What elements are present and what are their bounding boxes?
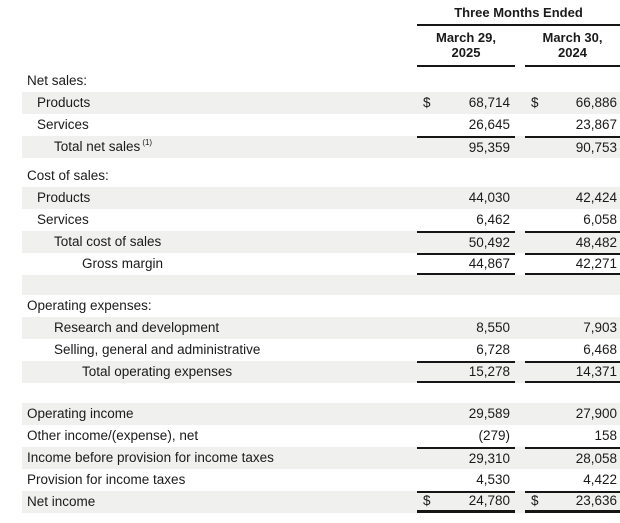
value-cell-2025: $ 68,714 xyxy=(417,92,515,114)
value-cell-2024: 6,468 xyxy=(583,341,617,357)
value-cell-2024: 48,482 xyxy=(525,231,620,253)
value-cell-2025 xyxy=(417,70,515,92)
value-cell-2024: $ 23,636 xyxy=(525,491,620,513)
column-header-2024: March 30, 2024 xyxy=(525,27,620,67)
table-row-research-development xyxy=(22,317,620,339)
table-row-provision-income-taxes xyxy=(22,469,620,491)
row-label: Total net sales xyxy=(54,138,141,154)
value-cell-2024 xyxy=(525,70,620,92)
value-cell-2025: 26,645 xyxy=(468,116,510,132)
value-cell-2025: 29,310 xyxy=(417,447,515,469)
table-row-operating-expenses-header xyxy=(22,295,620,317)
dollar-sign: $ xyxy=(531,94,539,110)
value-cell-2025: 4,530 xyxy=(476,471,510,487)
value-cell-2025: 8,550 xyxy=(476,319,510,335)
value-cell-2025: 95,359 xyxy=(417,136,515,158)
value-cell-2024: 14,371 xyxy=(525,361,620,383)
value-cell-2025: $ 24,780 xyxy=(417,491,515,513)
table-row-selling-general-admin xyxy=(22,339,620,361)
value-cell-2025: 15,278 xyxy=(417,361,515,383)
row-label: Total cost of sales xyxy=(54,233,162,249)
row-label: Gross margin xyxy=(82,255,164,271)
value-cell-2024: 42,271 xyxy=(525,253,620,275)
row-label: Services xyxy=(37,211,89,227)
row-label: Income before provision for income taxes xyxy=(27,449,274,465)
row-label: Cost of sales: xyxy=(27,167,109,183)
table-row-other-income-expense xyxy=(22,425,620,447)
row-label: Operating expenses: xyxy=(27,297,152,313)
table-row-cost-of-sales-header xyxy=(22,165,620,187)
period-group-header: Three Months Ended xyxy=(417,5,620,26)
footnote-ref: (1) xyxy=(142,138,153,148)
spacer-row xyxy=(22,383,620,403)
value-cell-2024: 158 xyxy=(594,427,617,443)
row-label: Other income/(expense), net xyxy=(27,427,199,443)
row-label: Net income xyxy=(27,493,96,509)
table-row-net-income xyxy=(22,491,620,513)
table-row-services-cost xyxy=(22,209,620,231)
value-cell-2024: 6,058 xyxy=(583,211,617,227)
value-cell-2025: 50,492 xyxy=(417,231,515,253)
value-cell-2024: $ 66,886 xyxy=(525,92,620,114)
row-label: Selling, general and administrative xyxy=(54,341,261,357)
value-cell-2024: 42,424 xyxy=(575,189,617,205)
dollar-sign: $ xyxy=(423,94,431,110)
table-row-income-before-taxes xyxy=(22,447,620,469)
row-label: Products xyxy=(37,94,91,110)
row-label: Operating income xyxy=(27,405,134,421)
value-cell-2024: 23,867 xyxy=(575,116,617,132)
row-label: Products xyxy=(37,189,91,205)
value-cell-2025: 6,728 xyxy=(476,341,510,357)
value-cell-2025: 29,589 xyxy=(468,405,510,421)
dollar-sign: $ xyxy=(423,493,431,509)
statement-table xyxy=(0,70,620,513)
dollar-sign: $ xyxy=(531,493,539,509)
table-row-net-sales-header xyxy=(22,70,620,92)
value-cell-2024: 90,753 xyxy=(525,136,620,158)
table-row-products-cost xyxy=(22,187,620,209)
table-row-total-net-sales xyxy=(22,136,620,158)
value-cell-2025: 44,867 xyxy=(417,253,515,275)
date-column-headers xyxy=(417,27,620,67)
value-cell-2024: 28,058 xyxy=(525,447,620,469)
column-header-2025: March 29, 2025 xyxy=(417,27,515,67)
value-cell-2025: 6,462 xyxy=(476,211,510,227)
table-row-gross-margin xyxy=(22,253,620,275)
row-label: Total operating expenses xyxy=(82,363,233,379)
value-cell-2024: 27,900 xyxy=(575,405,617,421)
spacer-row xyxy=(22,275,620,295)
row-label: Research and development xyxy=(54,319,220,335)
table-row-total-cost-of-sales xyxy=(22,231,620,253)
value-cell-2025: 44,030 xyxy=(468,189,510,205)
value-cell-2024: 4,422 xyxy=(583,471,617,487)
table-row-services-sales xyxy=(22,114,620,136)
row-label: Provision for income taxes xyxy=(27,471,186,487)
value-cell-2024: 7,903 xyxy=(583,319,617,335)
table-row-total-operating-expenses xyxy=(22,361,620,383)
row-label: Services xyxy=(37,116,89,132)
table-row-products-sales xyxy=(22,92,620,114)
table-row-operating-income xyxy=(22,403,620,425)
row-label: Net sales: xyxy=(27,72,88,88)
value-cell-2025: (279) xyxy=(478,427,510,443)
table-header xyxy=(417,5,620,67)
